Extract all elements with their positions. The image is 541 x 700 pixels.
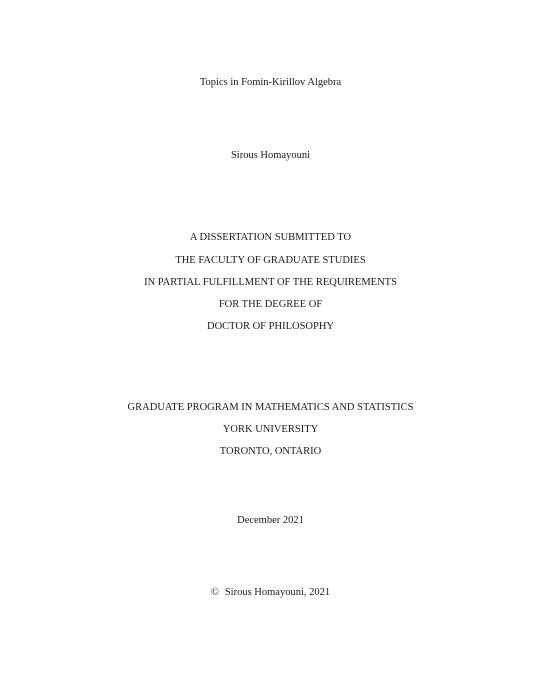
copyright-icon: © [210,587,219,598]
dissertation-title: Topics in Fomin-Kirillov Algebra [199,77,342,88]
author-name: Sirous Homayouni [230,150,311,161]
submission-date: December 2021 [237,515,304,526]
submission-statement-line-4: FOR THE DEGREE OF [218,299,323,310]
submission-statement-line-5: DOCTOR OF PHILOSOPHY [207,321,334,332]
university-name: YORK UNIVERSITY [222,424,319,435]
university-location: TORONTO, ONTARIO [219,446,322,457]
submission-statement-line-3: IN PARTIAL FULFILLMENT OF THE REQUIREMENTS [144,277,397,288]
submission-statement-line-1: A DISSERTATION SUBMITTED TO [189,232,352,243]
graduate-program: GRADUATE PROGRAM IN MATHEMATICS AND STATISTICS [127,402,414,413]
copyright-notice [0,586,541,599]
submission-statement-line-2: THE FACULTY OF GRADUATE STUDIES [175,255,366,266]
copyright-text: Sirous Homayouni, 2021 [224,587,331,598]
